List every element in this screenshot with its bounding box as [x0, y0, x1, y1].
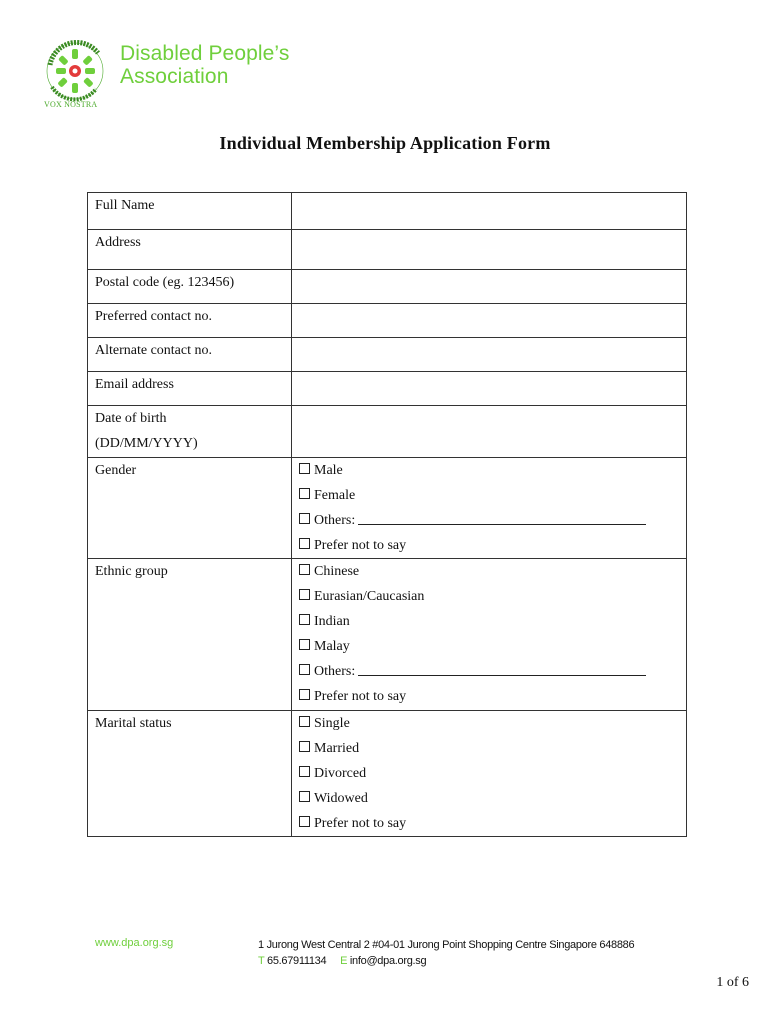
footer-address: 1 Jurong West Central 2 #04-01 Jurong Point Shopping Centre Singapore 648886	[258, 939, 635, 951]
ethnic-option-prefer-not[interactable]: Prefer not to say	[299, 684, 686, 709]
org-name-line1: Disabled People’s	[120, 42, 290, 65]
gender-option-prefer-not[interactable]: Prefer not to say	[299, 533, 686, 558]
dob-format-label: (DD/MM/YYYY)	[95, 436, 198, 451]
marital-option-single[interactable]: Single	[299, 711, 686, 736]
marital-option-divorced[interactable]: Divorced	[299, 761, 686, 786]
ethnic-group-label: Ethnic group	[95, 564, 168, 579]
checkbox-icon[interactable]	[299, 513, 310, 524]
row-gender	[88, 458, 687, 559]
preferred-contact-label: Preferred contact no.	[95, 309, 212, 324]
dob-label: Date of birth	[95, 411, 167, 426]
row-dob	[88, 406, 687, 458]
email-field[interactable]	[292, 372, 687, 406]
checkbox-icon[interactable]	[299, 564, 310, 575]
ethnic-option-others[interactable]: Others:	[299, 659, 686, 684]
checkbox-icon[interactable]	[299, 816, 310, 827]
checkbox-icon[interactable]	[299, 538, 310, 549]
form-title: Individual Membership Application Form	[219, 133, 551, 153]
org-name	[120, 42, 289, 88]
checkbox-icon[interactable]	[299, 791, 310, 802]
footer-contact	[258, 937, 634, 969]
checkbox-icon[interactable]	[299, 689, 310, 700]
checkbox-icon[interactable]	[299, 463, 310, 474]
dob-field[interactable]	[292, 406, 687, 458]
ethnic-option-eurasian[interactable]: Eurasian/Caucasian	[299, 584, 686, 609]
row-address	[88, 230, 687, 270]
footer-website[interactable]: www.dpa.org.sg	[95, 937, 174, 949]
postal-code-label: Postal code (eg. 123456)	[95, 275, 235, 290]
footer-phone-email	[258, 953, 634, 969]
email-label: Email address	[95, 377, 174, 392]
membership-form-table	[87, 192, 687, 837]
address-label: Address	[95, 235, 141, 250]
motto: VOX NOSTRA	[44, 100, 98, 109]
gender-label: Gender	[95, 463, 137, 478]
checkbox-icon[interactable]	[299, 664, 310, 675]
tel-label: T	[258, 955, 265, 967]
row-postal-code	[88, 270, 687, 304]
checkbox-icon[interactable]	[299, 639, 310, 650]
checkbox-icon[interactable]	[299, 741, 310, 752]
org-name-line2: Association	[120, 65, 229, 88]
footer-email[interactable]: info@dpa.org.sg	[349, 955, 427, 967]
checkbox-icon[interactable]	[299, 488, 310, 499]
row-ethnic-group	[88, 559, 687, 711]
gender-option-male[interactable]: Male	[299, 458, 686, 483]
email-label-footer: E	[340, 955, 348, 967]
marital-option-widowed[interactable]: Widowed	[299, 786, 686, 811]
ethnic-option-chinese[interactable]: Chinese	[299, 559, 686, 584]
ethnic-others-blank[interactable]	[358, 663, 646, 676]
address-field[interactable]	[292, 230, 687, 270]
preferred-contact-field[interactable]	[292, 304, 687, 338]
marital-option-married[interactable]: Married	[299, 736, 686, 761]
row-preferred-contact	[88, 304, 687, 338]
marital-status-label: Marital status	[95, 716, 172, 731]
alternate-contact-label: Alternate contact no.	[95, 343, 213, 358]
marital-option-prefer-not[interactable]: Prefer not to say	[299, 811, 686, 836]
full-name-field[interactable]	[292, 193, 687, 230]
checkbox-icon[interactable]	[299, 716, 310, 727]
gender-option-others[interactable]: Others:	[299, 508, 686, 533]
ethnic-option-malay[interactable]: Malay	[299, 634, 686, 659]
row-full-name	[88, 193, 687, 230]
footer-tel: 65.67911134	[267, 955, 327, 967]
row-marital-status	[88, 711, 687, 837]
row-alternate-contact	[88, 338, 687, 372]
checkbox-icon[interactable]	[299, 766, 310, 777]
row-email	[88, 372, 687, 406]
checkbox-icon[interactable]	[299, 614, 310, 625]
checkbox-icon[interactable]	[299, 589, 310, 600]
gender-others-blank[interactable]	[358, 512, 646, 525]
postal-code-field[interactable]	[292, 270, 687, 304]
ethnic-option-indian[interactable]: Indian	[299, 609, 686, 634]
gender-option-female[interactable]: Female	[299, 483, 686, 508]
alternate-contact-field[interactable]	[292, 338, 687, 372]
page-number: 1 of 6	[716, 975, 749, 990]
full-name-label: Full Name	[95, 198, 155, 213]
